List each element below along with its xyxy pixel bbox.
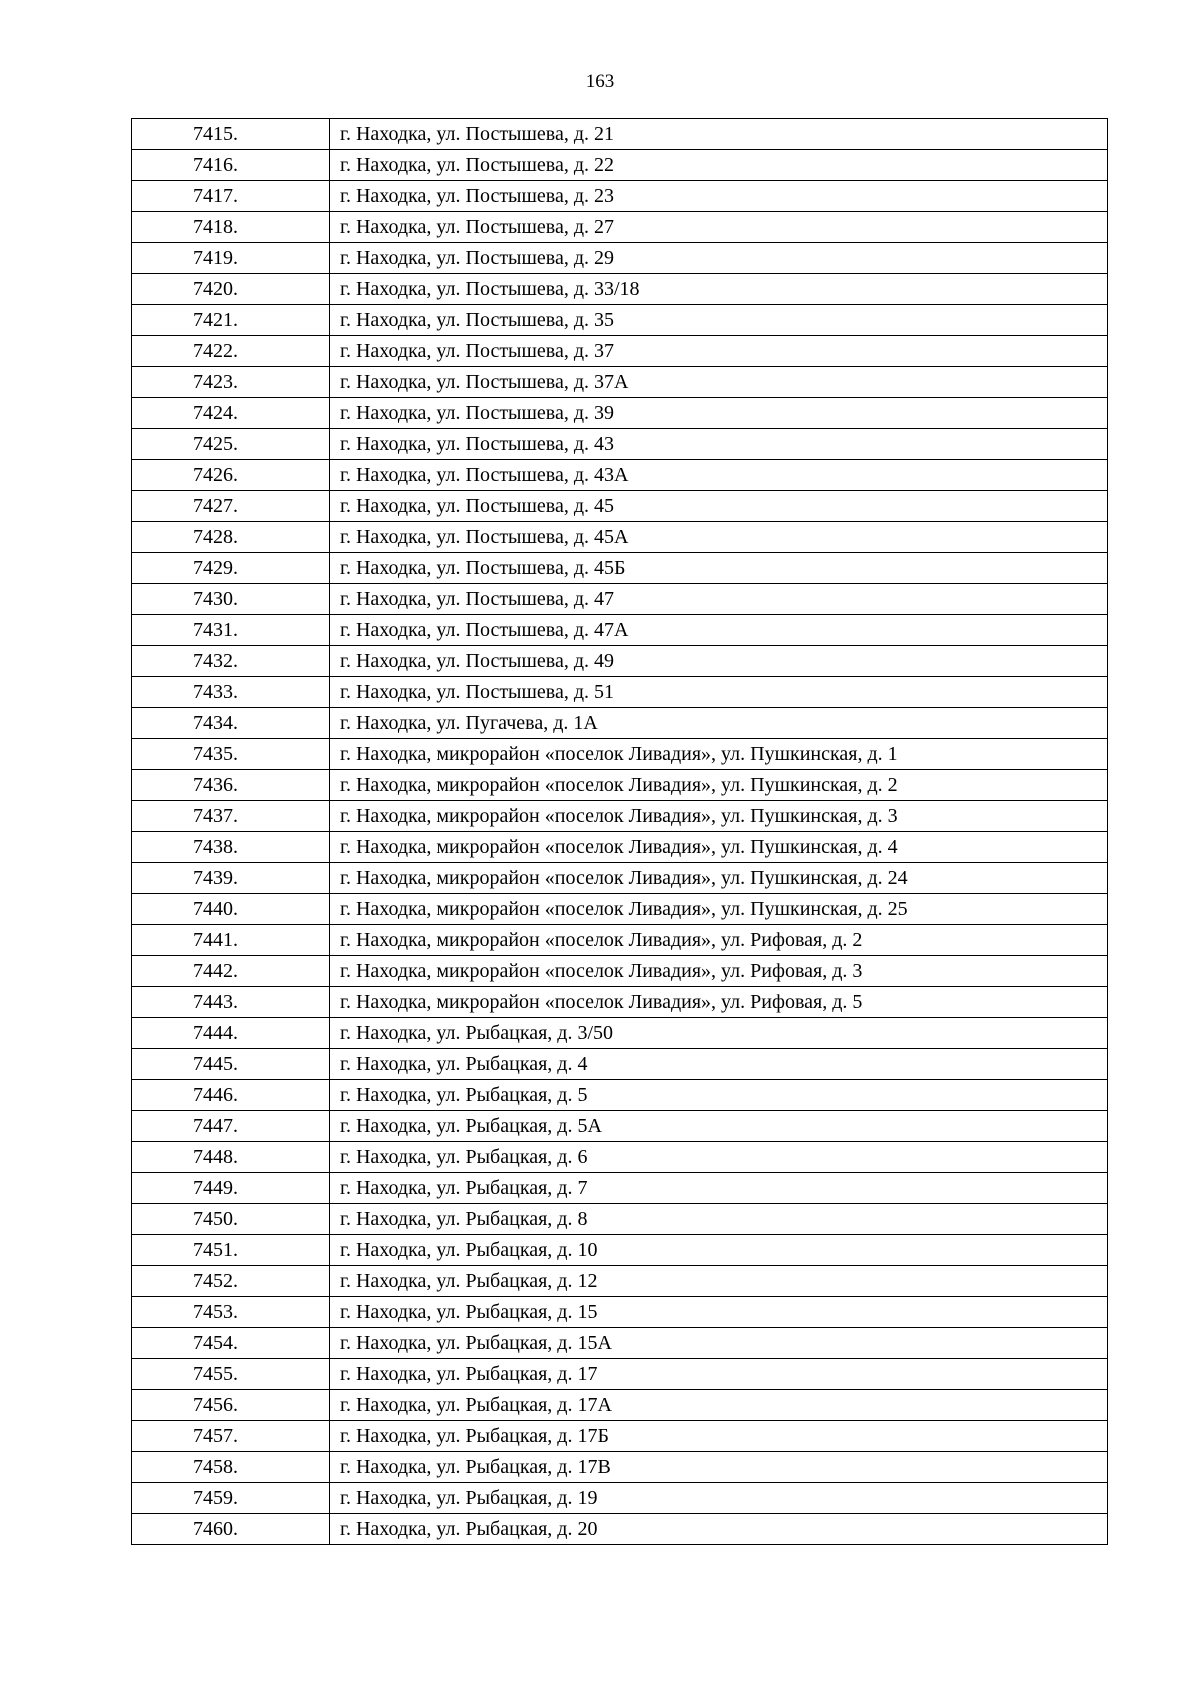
row-address: г. Находка, ул. Постышева, д. 47А: [330, 615, 1108, 646]
table-row: [132, 646, 1108, 677]
table-row: [132, 770, 1108, 801]
table-row: [132, 367, 1108, 398]
row-address: г. Находка, ул. Постышева, д. 43А: [330, 460, 1108, 491]
row-number: 7453.: [132, 1297, 330, 1328]
row-number: 7459.: [132, 1483, 330, 1514]
table-row: [132, 739, 1108, 770]
row-address: г. Находка, ул. Постышева, д. 49: [330, 646, 1108, 677]
row-number: 7426.: [132, 460, 330, 491]
row-address: г. Находка, ул. Рыбацкая, д. 5А: [330, 1111, 1108, 1142]
table-row: [132, 1080, 1108, 1111]
row-address: г. Находка, микрорайон «поселок Ливадия», ул. Рифовая, д. 3: [330, 956, 1108, 987]
row-number: 7433.: [132, 677, 330, 708]
table-row: [132, 708, 1108, 739]
row-address: г. Находка, ул. Рыбацкая, д. 10: [330, 1235, 1108, 1266]
table-row: [132, 1111, 1108, 1142]
row-number: 7435.: [132, 739, 330, 770]
row-number: 7460.: [132, 1514, 330, 1545]
table-row: [132, 181, 1108, 212]
row-number: 7422.: [132, 336, 330, 367]
row-number: 7447.: [132, 1111, 330, 1142]
row-number: 7445.: [132, 1049, 330, 1080]
address-table-body: [132, 119, 1108, 1545]
table-row: [132, 243, 1108, 274]
row-number: 7416.: [132, 150, 330, 181]
table-row: [132, 956, 1108, 987]
table-row: [132, 491, 1108, 522]
row-address: г. Находка, ул. Рыбацкая, д. 19: [330, 1483, 1108, 1514]
row-number: 7448.: [132, 1142, 330, 1173]
row-number: 7419.: [132, 243, 330, 274]
row-address: г. Находка, микрорайон «поселок Ливадия», ул. Рифовая, д. 2: [330, 925, 1108, 956]
row-number: 7457.: [132, 1421, 330, 1452]
table-row: [132, 336, 1108, 367]
table-row: [132, 1452, 1108, 1483]
row-number: 7446.: [132, 1080, 330, 1111]
row-address: г. Находка, ул. Постышева, д. 23: [330, 181, 1108, 212]
row-number: 7421.: [132, 305, 330, 336]
table-row: [132, 1514, 1108, 1545]
row-number: 7439.: [132, 863, 330, 894]
table-row: [132, 801, 1108, 832]
row-address: г. Находка, ул. Постышева, д. 35: [330, 305, 1108, 336]
row-number: 7443.: [132, 987, 330, 1018]
table-row: [132, 119, 1108, 150]
table-row: [132, 1266, 1108, 1297]
row-address: г. Находка, ул. Рыбацкая, д. 17В: [330, 1452, 1108, 1483]
row-number: 7458.: [132, 1452, 330, 1483]
table-row: [132, 398, 1108, 429]
row-address: г. Находка, ул. Постышева, д. 22: [330, 150, 1108, 181]
row-number: 7436.: [132, 770, 330, 801]
row-address: г. Находка, микрорайон «поселок Ливадия», ул. Пушкинская, д. 3: [330, 801, 1108, 832]
row-address: г. Находка, ул. Постышева, д. 51: [330, 677, 1108, 708]
row-number: 7427.: [132, 491, 330, 522]
row-address: г. Находка, ул. Постышева, д. 47: [330, 584, 1108, 615]
table-row: [132, 1142, 1108, 1173]
table-row: [132, 1359, 1108, 1390]
row-address: г. Находка, ул. Рыбацкая, д. 15А: [330, 1328, 1108, 1359]
row-address: г. Находка, ул. Рыбацкая, д. 4: [330, 1049, 1108, 1080]
table-row: [132, 1483, 1108, 1514]
row-address: г. Находка, ул. Постышева, д. 29: [330, 243, 1108, 274]
table-row: [132, 1049, 1108, 1080]
table-row: [132, 429, 1108, 460]
row-address: г. Находка, ул. Рыбацкая, д. 17А: [330, 1390, 1108, 1421]
row-number: 7440.: [132, 894, 330, 925]
row-number: 7442.: [132, 956, 330, 987]
table-row: [132, 925, 1108, 956]
row-address: г. Находка, микрорайон «поселок Ливадия», ул. Пушкинская, д. 2: [330, 770, 1108, 801]
row-address: г. Находка, ул. Постышева, д. 37: [330, 336, 1108, 367]
table-row: [132, 677, 1108, 708]
row-number: 7425.: [132, 429, 330, 460]
row-number: 7420.: [132, 274, 330, 305]
row-address: г. Находка, ул. Рыбацкая, д. 6: [330, 1142, 1108, 1173]
row-number: 7432.: [132, 646, 330, 677]
row-address: г. Находка, ул. Постышева, д. 21: [330, 119, 1108, 150]
row-address: г. Находка, ул. Рыбацкая, д. 8: [330, 1204, 1108, 1235]
row-number: 7415.: [132, 119, 330, 150]
row-address: г. Находка, микрорайон «поселок Ливадия», ул. Рифовая, д. 5: [330, 987, 1108, 1018]
table-row: [132, 1204, 1108, 1235]
row-address: г. Находка, ул. Постышева, д. 33/18: [330, 274, 1108, 305]
row-address: г. Находка, ул. Рыбацкая, д. 12: [330, 1266, 1108, 1297]
row-address: г. Находка, микрорайон «поселок Ливадия», ул. Пушкинская, д. 24: [330, 863, 1108, 894]
row-number: 7429.: [132, 553, 330, 584]
table-row: [132, 1390, 1108, 1421]
row-number: 7456.: [132, 1390, 330, 1421]
address-table: [131, 118, 1108, 1545]
row-address: г. Находка, ул. Постышева, д. 27: [330, 212, 1108, 243]
table-row: [132, 1173, 1108, 1204]
row-address: г. Находка, ул. Постышева, д. 43: [330, 429, 1108, 460]
row-number: 7417.: [132, 181, 330, 212]
row-address: г. Находка, ул. Пугачева, д. 1А: [330, 708, 1108, 739]
row-number: 7441.: [132, 925, 330, 956]
row-number: 7444.: [132, 1018, 330, 1049]
row-number: 7428.: [132, 522, 330, 553]
row-address: г. Находка, ул. Рыбацкая, д. 7: [330, 1173, 1108, 1204]
row-number: 7430.: [132, 584, 330, 615]
row-address: г. Находка, ул. Постышева, д. 37А: [330, 367, 1108, 398]
table-row: [132, 1297, 1108, 1328]
table-row: [132, 212, 1108, 243]
table-row: [132, 150, 1108, 181]
row-address: г. Находка, ул. Постышева, д. 45А: [330, 522, 1108, 553]
row-address: г. Находка, ул. Рыбацкая, д. 17Б: [330, 1421, 1108, 1452]
row-number: 7450.: [132, 1204, 330, 1235]
table-row: [132, 584, 1108, 615]
row-number: 7424.: [132, 398, 330, 429]
row-number: 7452.: [132, 1266, 330, 1297]
row-number: 7431.: [132, 615, 330, 646]
table-row: [132, 1328, 1108, 1359]
table-row: [132, 305, 1108, 336]
row-number: 7449.: [132, 1173, 330, 1204]
row-number: 7451.: [132, 1235, 330, 1266]
table-row: [132, 1235, 1108, 1266]
row-address: г. Находка, ул. Рыбацкая, д. 20: [330, 1514, 1108, 1545]
row-address: г. Находка, микрорайон «поселок Ливадия», ул. Пушкинская, д. 1: [330, 739, 1108, 770]
row-address: г. Находка, микрорайон «поселок Ливадия», ул. Пушкинская, д. 25: [330, 894, 1108, 925]
row-number: 7438.: [132, 832, 330, 863]
page-number: 163: [585, 71, 615, 92]
row-number: 7418.: [132, 212, 330, 243]
table-row: [132, 553, 1108, 584]
table-row: [132, 1018, 1108, 1049]
table-row: [132, 863, 1108, 894]
table-row: [132, 987, 1108, 1018]
row-address: г. Находка, ул. Рыбацкая, д. 3/50: [330, 1018, 1108, 1049]
row-number: 7454.: [132, 1328, 330, 1359]
row-address: г. Находка, ул. Постышева, д. 39: [330, 398, 1108, 429]
table-row: [132, 274, 1108, 305]
row-number: 7437.: [132, 801, 330, 832]
row-number: 7434.: [132, 708, 330, 739]
row-address: г. Находка, микрорайон «поселок Ливадия», ул. Пушкинская, д. 4: [330, 832, 1108, 863]
row-number: 7423.: [132, 367, 330, 398]
row-number: 7455.: [132, 1359, 330, 1390]
row-address: г. Находка, ул. Постышева, д. 45Б: [330, 553, 1108, 584]
table-row: [132, 894, 1108, 925]
table-row: [132, 460, 1108, 491]
row-address: г. Находка, ул. Рыбацкая, д. 5: [330, 1080, 1108, 1111]
table-row: [132, 1421, 1108, 1452]
row-address: г. Находка, ул. Рыбацкая, д. 17: [330, 1359, 1108, 1390]
row-address: г. Находка, ул. Постышева, д. 45: [330, 491, 1108, 522]
row-address: г. Находка, ул. Рыбацкая, д. 15: [330, 1297, 1108, 1328]
table-row: [132, 522, 1108, 553]
table-row: [132, 615, 1108, 646]
table-row: [132, 832, 1108, 863]
